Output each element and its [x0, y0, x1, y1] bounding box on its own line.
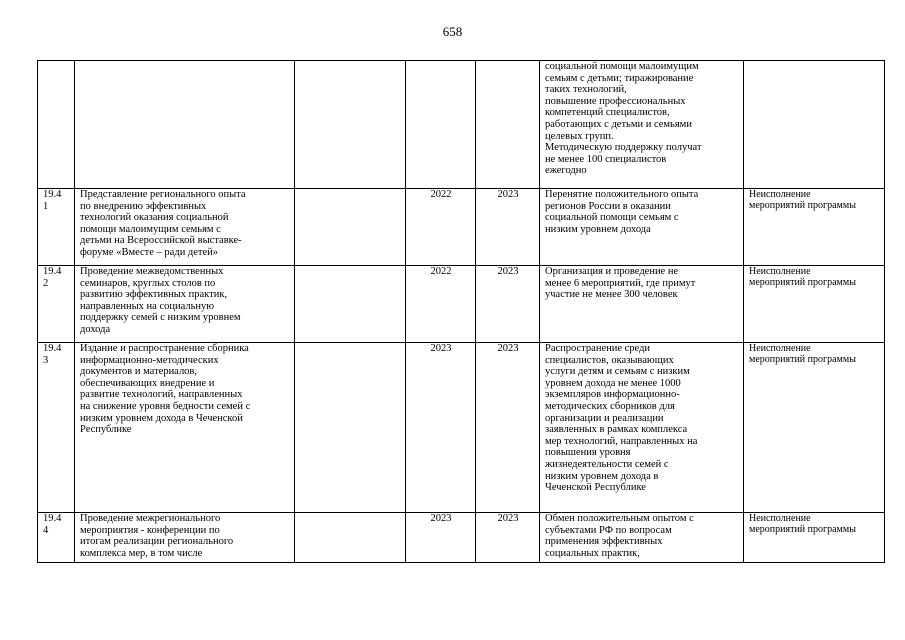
start-year-cell [406, 61, 476, 189]
expected-result-cell: Обмен положительным опытом с субъектами РФ по вопросам применения эффективных социальных практик, [540, 513, 744, 563]
end-year-cell: 2023 [476, 513, 540, 563]
table-row [38, 343, 885, 513]
risk-cell: Неисполнение мероприятий программы [744, 513, 885, 563]
end-year-cell: 2023 [476, 266, 540, 343]
table-row [38, 189, 885, 266]
responsible-cell [295, 61, 406, 189]
risk-cell: Неисполнение мероприятий программы [744, 189, 885, 266]
start-year-cell: 2022 [406, 266, 476, 343]
measure-name-cell [75, 61, 295, 189]
responsible-cell [295, 189, 406, 266]
row-number-cell: 19.4 1 [38, 189, 75, 266]
measure-name-cell: Издание и распространение сборника информационно-методических документов и материалов, обеспечивающих внедрение и развитие технологий, направленных на снижение уровня бедности семей с низким уровнем дохода в Чеченской Республике [75, 343, 295, 513]
table-row [38, 61, 885, 189]
expected-result-cell: Организация и проведение не менее 6 мероприятий, где примут участие не менее 300 человек [540, 266, 744, 343]
measure-name-cell: Проведение межведомственных семинаров, круглых столов по развитию эффективных практик, направленных на социальную поддержку семей с низким уровнем дохода [75, 266, 295, 343]
row-number-cell: 19.4 3 [38, 343, 75, 513]
measure-name-cell: Представление регионального опыта по внедрению эффективных технологий оказания социальной помощи малоимущим семьям с детьми на Всероссийской выставке- форуме «Вместе – ради детей» [75, 189, 295, 266]
end-year-cell: 2023 [476, 189, 540, 266]
end-year-cell: 2023 [476, 343, 540, 513]
table-row [38, 513, 885, 563]
risk-cell [744, 61, 885, 189]
responsible-cell [295, 513, 406, 563]
end-year-cell [476, 61, 540, 189]
expected-result-cell: Перенятие положительного опыта регионов России в оказании социальной помощи семьям с низким уровнем дохода [540, 189, 744, 266]
page-number: 658 [442, 24, 463, 39]
start-year-cell: 2022 [406, 189, 476, 266]
table-row [38, 266, 885, 343]
expected-result-cell: Распространение среди специалистов, оказывающих услуги детям и семьям с низким уровнем дохода не менее 1000 экземпляров информационно- методических сборников для организации и реализации заявленных в рамках комплекса мер технологий, направленных на повышения уровня жизнедеятельности семей с низким уровнем дохода в Чеченской Республике [540, 343, 744, 513]
risk-cell: Неисполнение мероприятий программы [744, 266, 885, 343]
responsible-cell [295, 343, 406, 513]
risk-cell: Неисполнение мероприятий программы [744, 343, 885, 513]
row-number-cell: 19.4 4 [38, 513, 75, 563]
row-number-cell [38, 61, 75, 189]
measures-table [37, 60, 885, 563]
measure-name-cell: Проведение межрегионального мероприятия - конференции по итогам реализации регионального комплекса мер, в том числе [75, 513, 295, 563]
row-number-cell: 19.4 2 [38, 266, 75, 343]
start-year-cell: 2023 [406, 513, 476, 563]
expected-result-cell: социальной помощи малоимущим семьям с детьми; тиражирование таких технологий, повышение профессиональных компетенций специалистов, работающих с детьми и семьями целевых групп. Методическую поддержку получат не менее 100 специалистов ежегодно [540, 61, 744, 189]
responsible-cell [295, 266, 406, 343]
start-year-cell: 2023 [406, 343, 476, 513]
